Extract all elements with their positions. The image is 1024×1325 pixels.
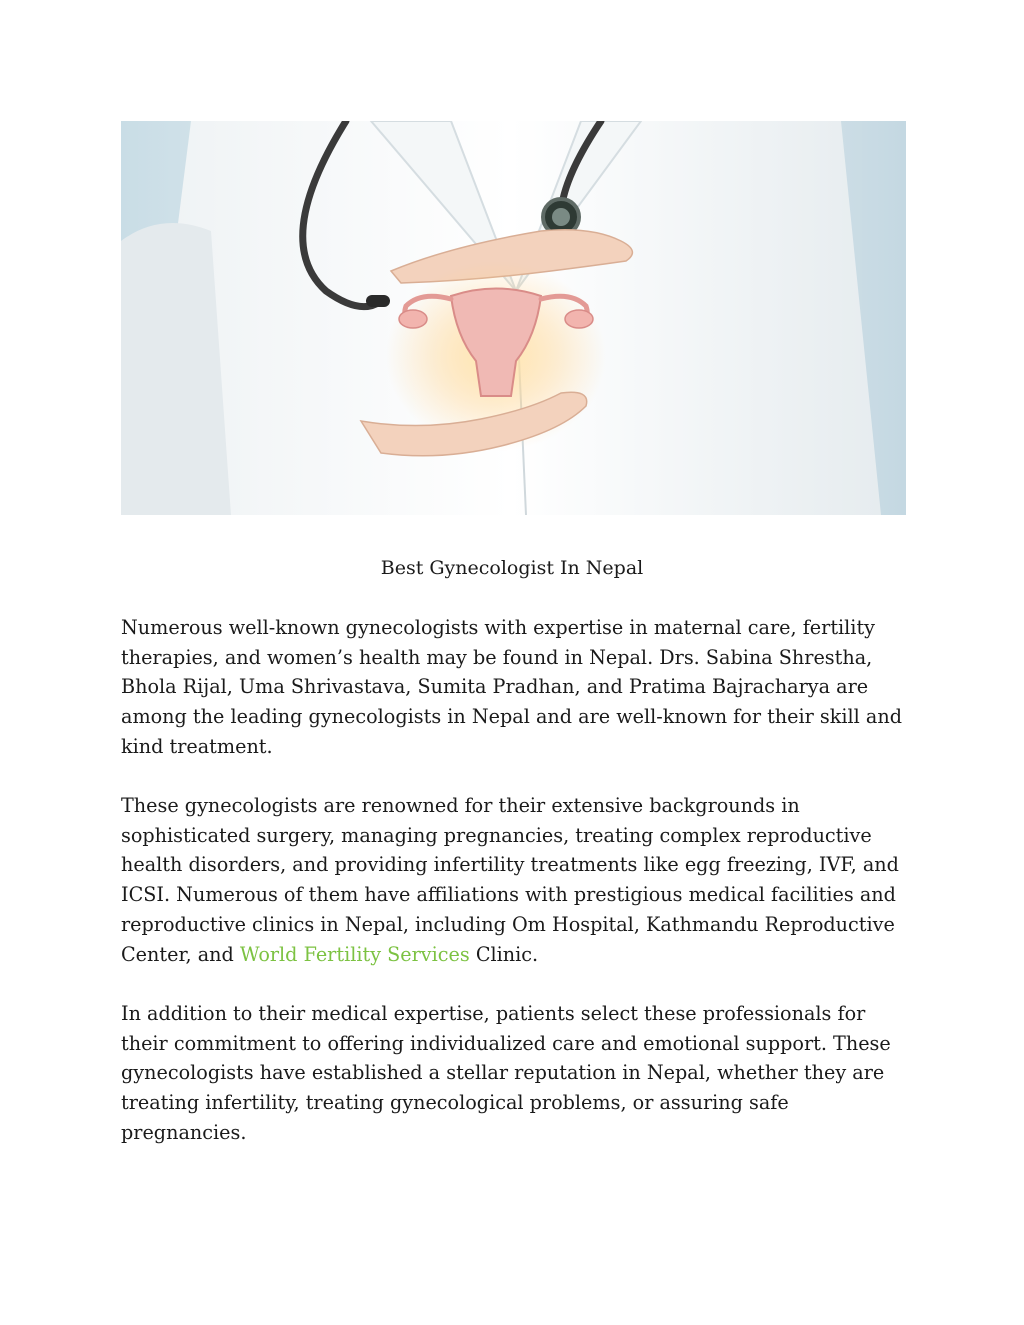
paragraph-commitment: In addition to their medical expertise, patients select these professionals for their commitment to offering individualized care and emotional support. These gynecologists have established a stellar reputation in Nepal, whether they are treating infertility, treating gynecological problems, or assuring safe pregnancies.: [121, 1002, 891, 1144]
world-fertility-services-link[interactable]: World Fertility Services: [239, 942, 470, 966]
paragraph-expertise: [121, 791, 911, 969]
doctor-illustration: [121, 121, 906, 515]
paragraph-expertise-text: These gynecologists are renowned for their extensive backgrounds in sophisticated surgery, managing pregnancies, treating complex reproductive health disorders, and providing infertility treatments like egg freezing, IVF, and ICSI. Numerous of them have affiliations with prestigious medical facilities and reproductive clinics in Nepal, including Om Hospital, Kathmandu Reproductive Center, and: [121, 794, 899, 966]
paragraph-intro: Numerous well-known gynecologists with expertise in maternal care, fertility therapies, and women’s health may be found in Nepal. Drs. Sabina Shrestha, Bhola Rijal, Uma Shrivastava, Sumita Pradhan, and Pratima Bajracharya are among the leading gynecologists in Nepal and are well-known for their skill and kind treatment.: [121, 616, 902, 758]
paragraph-expertise-tail: Clinic.: [469, 942, 539, 966]
hero-image: [121, 121, 906, 515]
page-title: Best Gynecologist In Nepal: [380, 557, 644, 579]
